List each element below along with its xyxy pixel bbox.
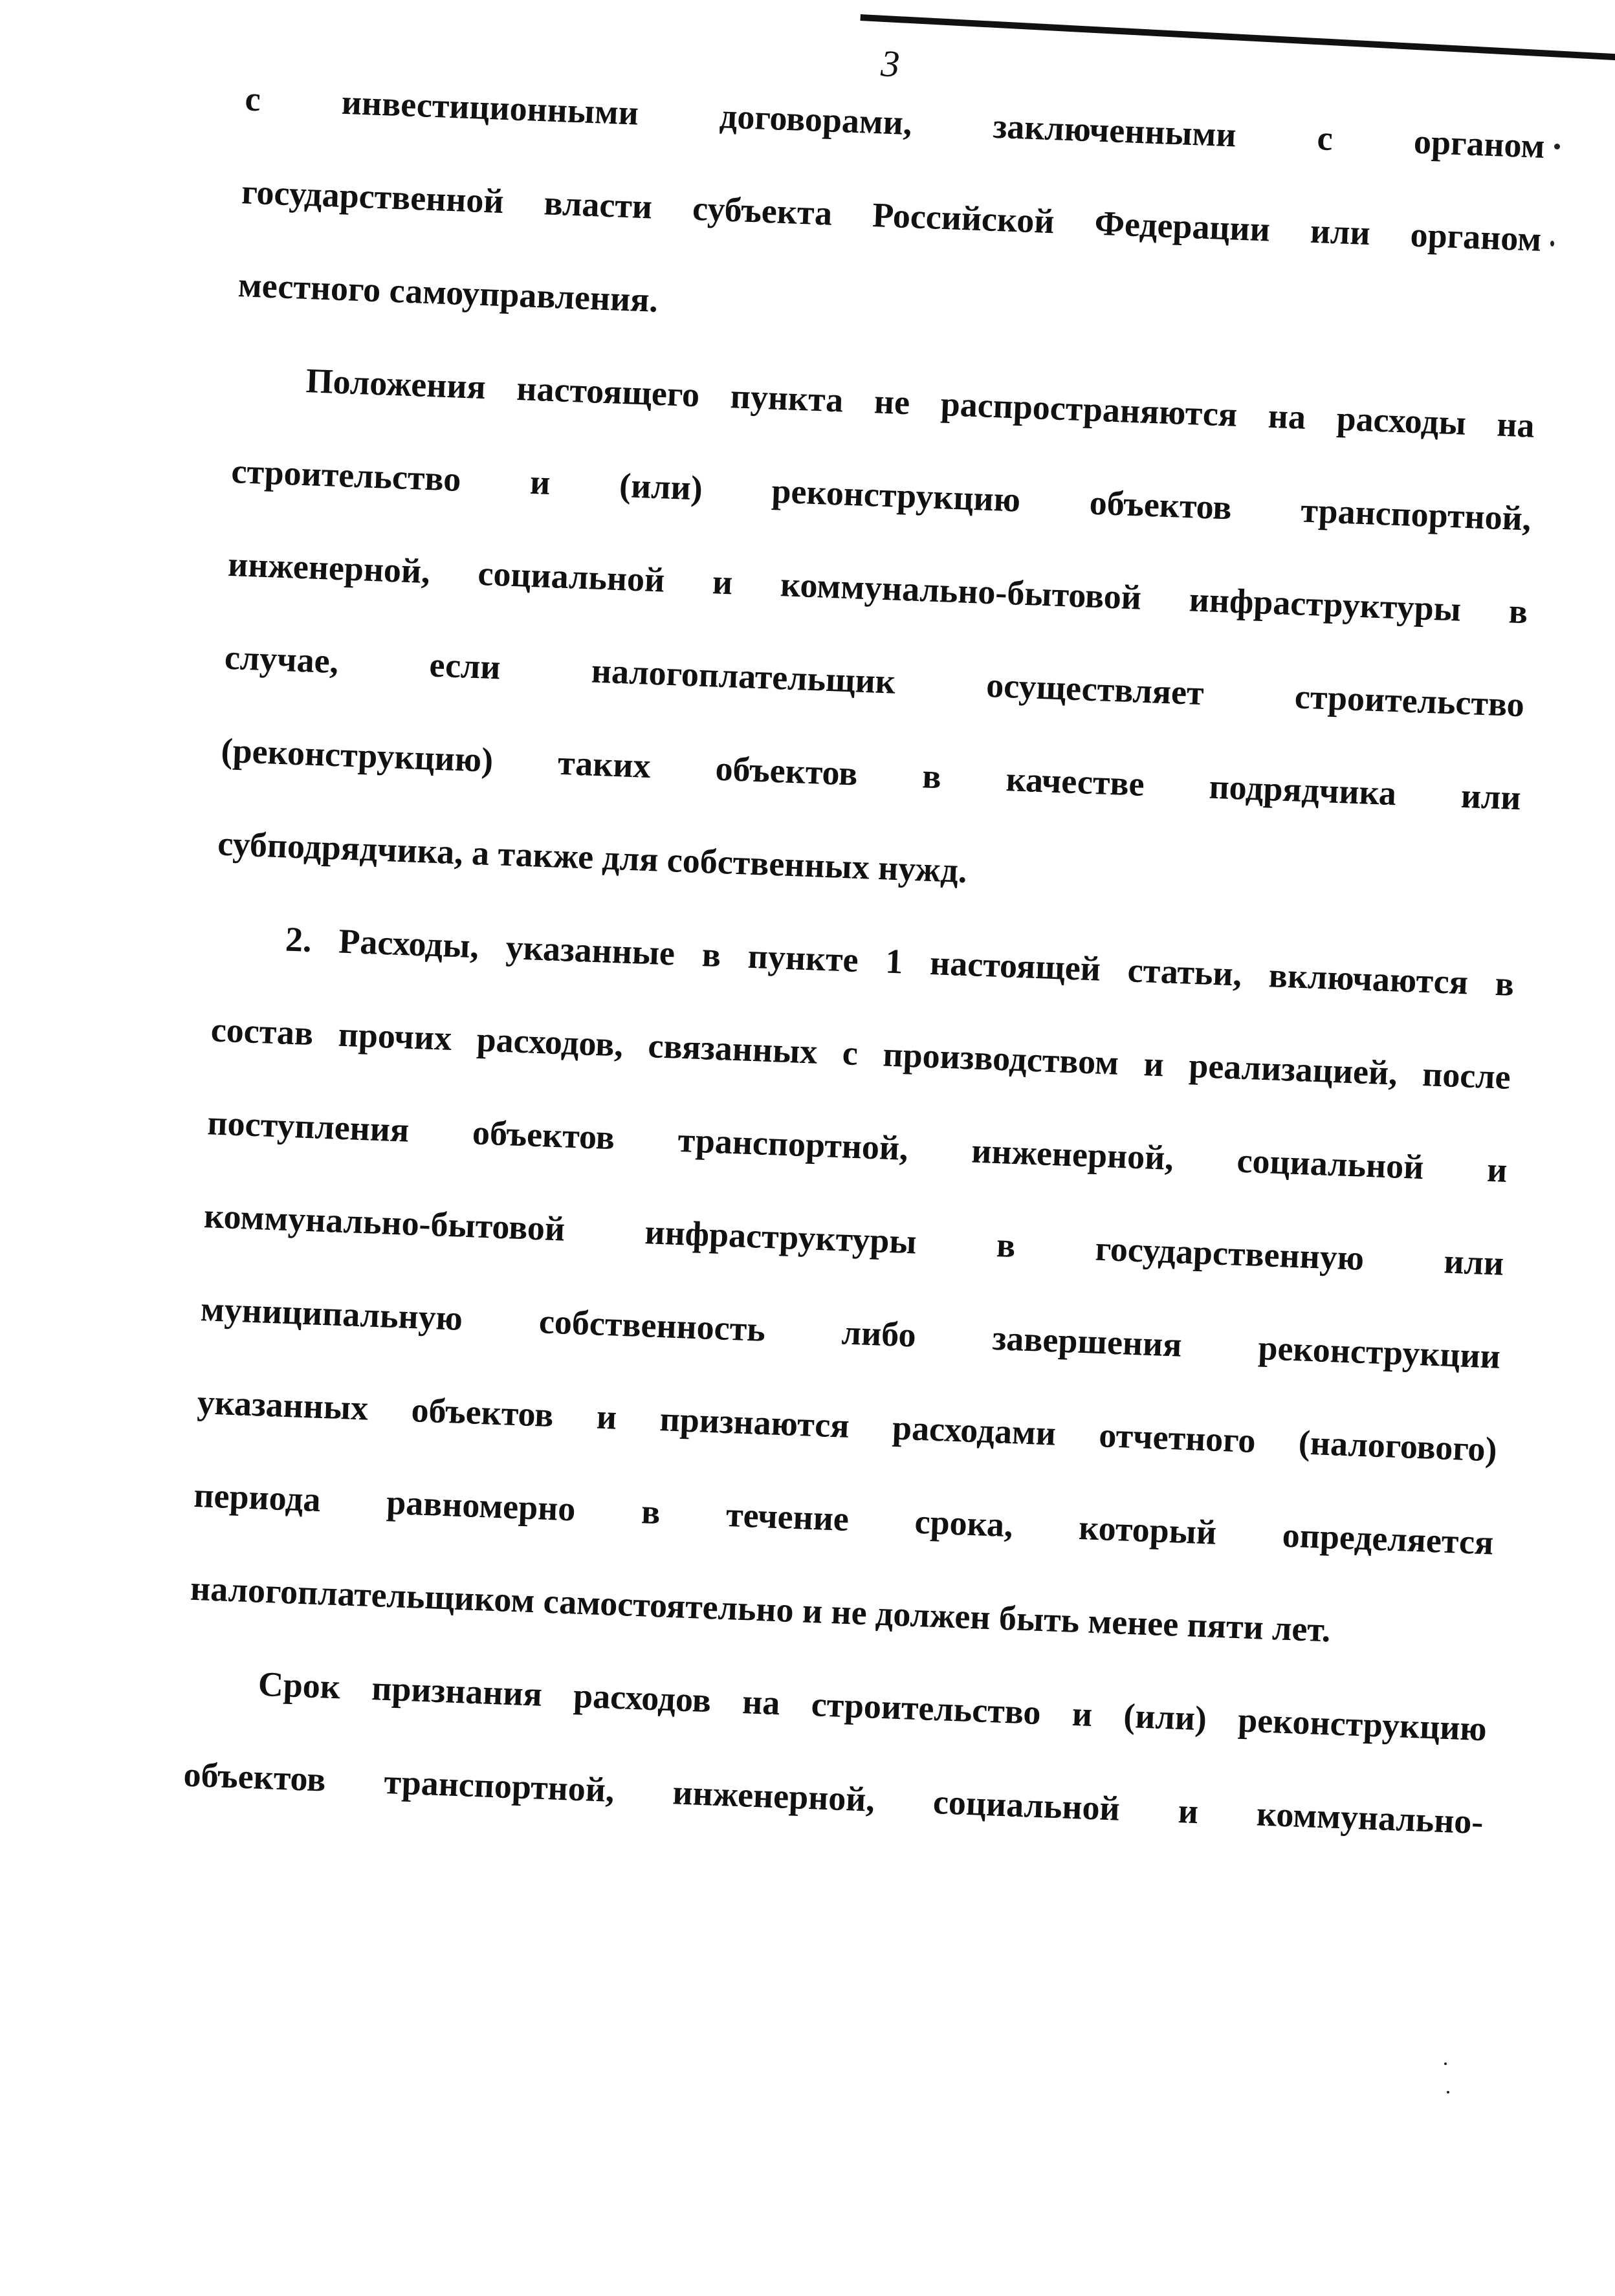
text-line: объектов транспортной, инженерной, социальной и коммунально- <box>182 1755 1484 1842</box>
text-line: субподрядчика, а также для собственных нужд. <box>217 824 968 891</box>
text-line: периода равномерно в течение срока, который определяется <box>193 1475 1495 1562</box>
text-line: налогоплательщиком самостоятельно и не должен быть менее пяти лет. <box>190 1568 1332 1650</box>
text-line: указанных объектов и признаются расходами отчетного (налогового) <box>196 1383 1498 1469</box>
text-line: строительство и (или) реконструкцию объектов транспортной, <box>230 451 1532 538</box>
text-line: коммунально-бытовой инфраструктуры в государственную или <box>203 1196 1505 1283</box>
text-line: (реконструкцию) таких объектов в качестве подрядчика или <box>220 730 1522 818</box>
page-number: 3 <box>880 42 901 85</box>
text-line: Положения настоящего пункта не распространяются на расходы на <box>305 361 1535 445</box>
text-line: местного самоуправления. <box>237 265 659 320</box>
text-line: муниципальную собственность либо завершения реконструкции <box>200 1289 1501 1376</box>
text-line: случае, если налогоплательщик осуществляет строительство <box>224 637 1525 725</box>
text-line: 2. Расходы, указанные в пункте 1 настоящей статьи, включаются в <box>285 919 1515 1004</box>
text-line: поступления объектов транспортной, инженерной, социальной и <box>206 1103 1508 1190</box>
text-line: государственной власти субъекта Российской Федерации или органом <box>241 172 1543 259</box>
text-line: с инвестиционными договорами, заключенными с органом <box>244 79 1546 166</box>
text-line: Срок признания расходов на строительство и (или) реконструкцию <box>257 1664 1488 1749</box>
text-line: инженерной, социальной и коммунально-бытовой инфраструктуры в <box>227 544 1529 631</box>
text-line: состав прочих расходов, связанных с производством и реализацией, после <box>210 1010 1511 1097</box>
